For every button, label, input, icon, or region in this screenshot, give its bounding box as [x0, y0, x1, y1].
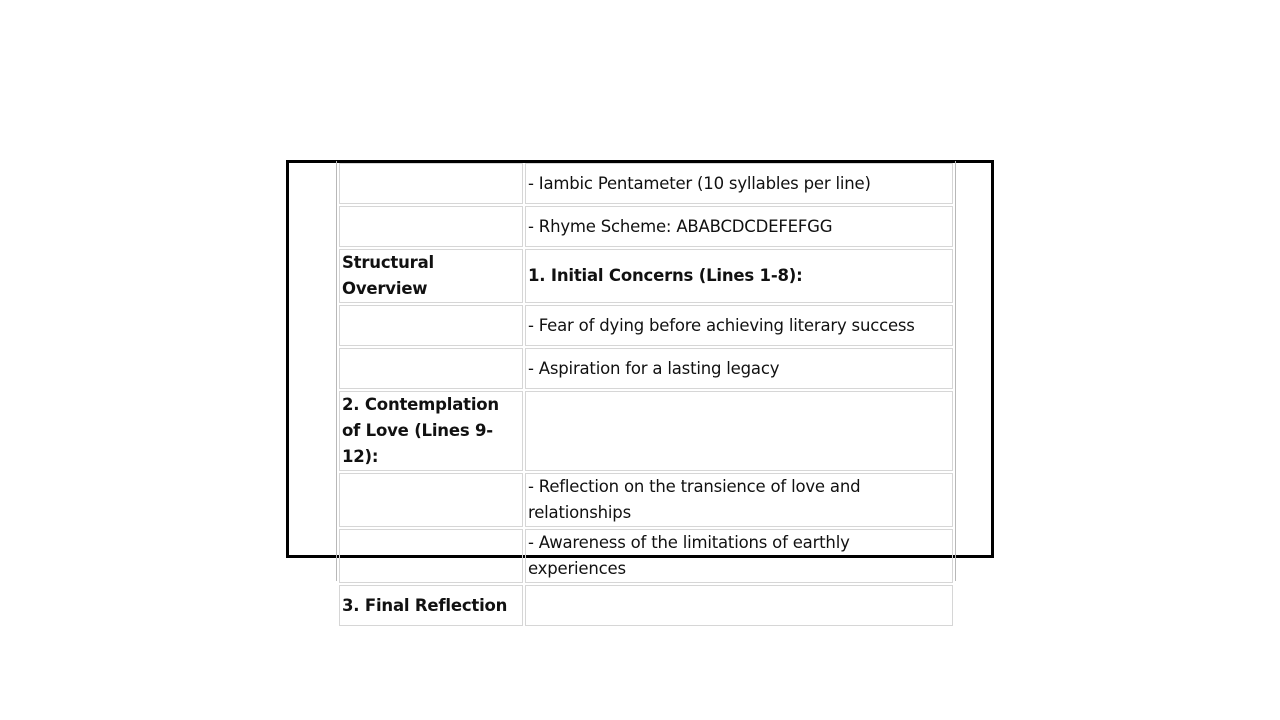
table-cell-label — [339, 348, 523, 389]
table-cell-detail: - Awareness of the limitations of earthly experiences — [525, 529, 953, 583]
table-cell-detail: - Iambic Pentameter (10 syllables per line) — [525, 163, 953, 204]
table-row — [339, 249, 953, 303]
table-cell-detail: - Reflection on the transience of love and relationships — [525, 473, 953, 527]
table-cell-detail: - Aspiration for a lasting legacy — [525, 348, 953, 389]
table-cell-detail — [525, 391, 953, 471]
table-row — [339, 163, 953, 204]
table-cell-label: 3. Final Reflection — [339, 585, 523, 626]
table-container — [336, 161, 956, 615]
table-cell-detail — [525, 585, 953, 626]
table-row — [339, 473, 953, 527]
sonnet-analysis-table — [337, 161, 955, 628]
table-row — [339, 529, 953, 583]
table-cell-label — [339, 529, 523, 583]
table-row — [339, 348, 953, 389]
table-cell-label — [339, 473, 523, 527]
table-cell-detail: - Rhyme Scheme: ABABCDCDEFEFGG — [525, 206, 953, 247]
table-row — [339, 206, 953, 247]
table-cell-label — [339, 163, 523, 204]
table-row — [339, 305, 953, 346]
table-row — [339, 391, 953, 471]
document-frame — [286, 160, 994, 615]
table-cell-detail: 1. Initial Concerns (Lines 1-8): — [525, 249, 953, 303]
table-row — [339, 585, 953, 626]
table-cell-label: 2. Contemplation of Love (Lines 9-12): — [339, 391, 523, 471]
table-cell-label: Structural Overview — [339, 249, 523, 303]
table-cell-detail: - Fear of dying before achieving literary success — [525, 305, 953, 346]
table-cell-label — [339, 305, 523, 346]
table-cell-label — [339, 206, 523, 247]
